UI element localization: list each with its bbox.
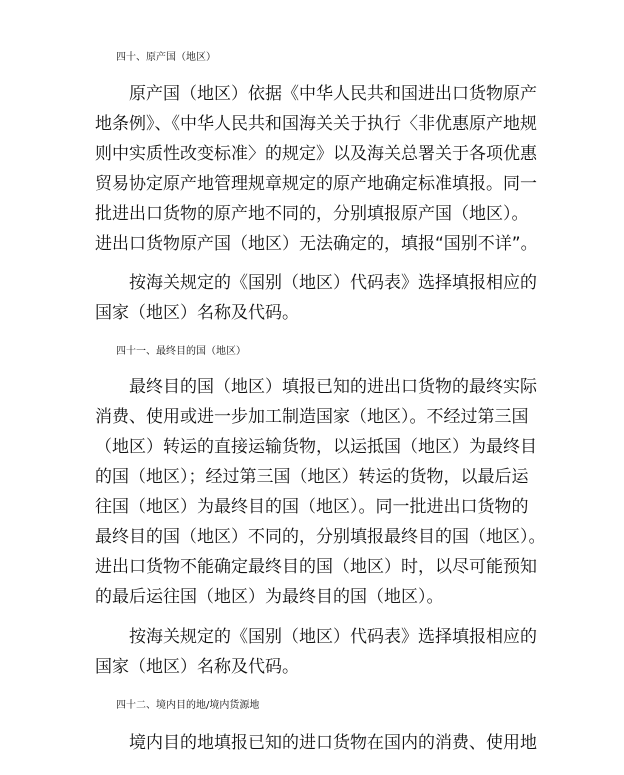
text-line: 则中实质性改变标准〉的规定》以及海关总署关于各项优惠 [95,144,537,164]
section-40-paragraph-1 [95,79,539,259]
section-42-paragraph-1 [95,728,539,758]
text-line: 国家（地区）名称及代码。 [95,657,299,677]
text-line: 按海关规定的《国别（地区）代码表》选择填报相应的 [129,273,537,293]
text-line: 进出口货物不能确定最终目的国（地区）时，以尽可能预知 [95,557,537,577]
section-heading-41: 四十一、最终目的国（地区） [116,346,246,357]
section-40-paragraph-2 [95,268,539,328]
text-line: 地条例》、《中华人民共和国海关关于执行〈非优惠原产地规 [95,114,537,134]
text-line: 批进出口货物的原产地不同的，分别填报原产国（地区）。 [95,204,529,224]
text-line: 消费、使用或进一步加工制造国家（地区）。不经过第三国 [95,407,529,427]
section-heading-40: 四十、原产国（地区） [116,52,216,63]
text-line: 贸易协定原产地管理规章规定的原产地确定标准填报。同一 [95,174,537,194]
section-41-paragraph-2 [95,622,539,682]
text-line: （地区）转运的直接运输货物，以运抵国（地区）为最终目 [95,437,537,457]
text-line: 最终目的国（地区）不同的，分别填报最终目的国（地区）。 [95,527,546,547]
text-line: 往国（地区）为最终目的国（地区）。同一批进出口货物的 [95,497,529,517]
text-line: 按海关规定的《国别（地区）代码表》选择填报相应的 [129,627,537,647]
section-41-paragraph-1 [95,372,546,612]
text-line: 原产国（地区）依据《中华人民共和国进出口货物原产 [129,84,537,104]
text-line: 进出口货物原产国（地区）无法确定的，填报“国别不详”。 [95,234,538,254]
text-line: 最终目的国（地区）填报已知的进出口货物的最终实际 [129,377,537,397]
text-line: 境内目的地填报已知的进口货物在国内的消费、使用地 [129,733,537,753]
text-line: 的国（地区）；经过第三国（地区）转运的货物，以最后运 [95,467,529,487]
section-heading-42: 四十二、境内目的地/境内货源地 [116,700,260,711]
text-line: 的最后运往国（地区）为最终目的国（地区）。 [95,587,444,607]
text-line: 国家（地区）名称及代码。 [95,303,299,323]
